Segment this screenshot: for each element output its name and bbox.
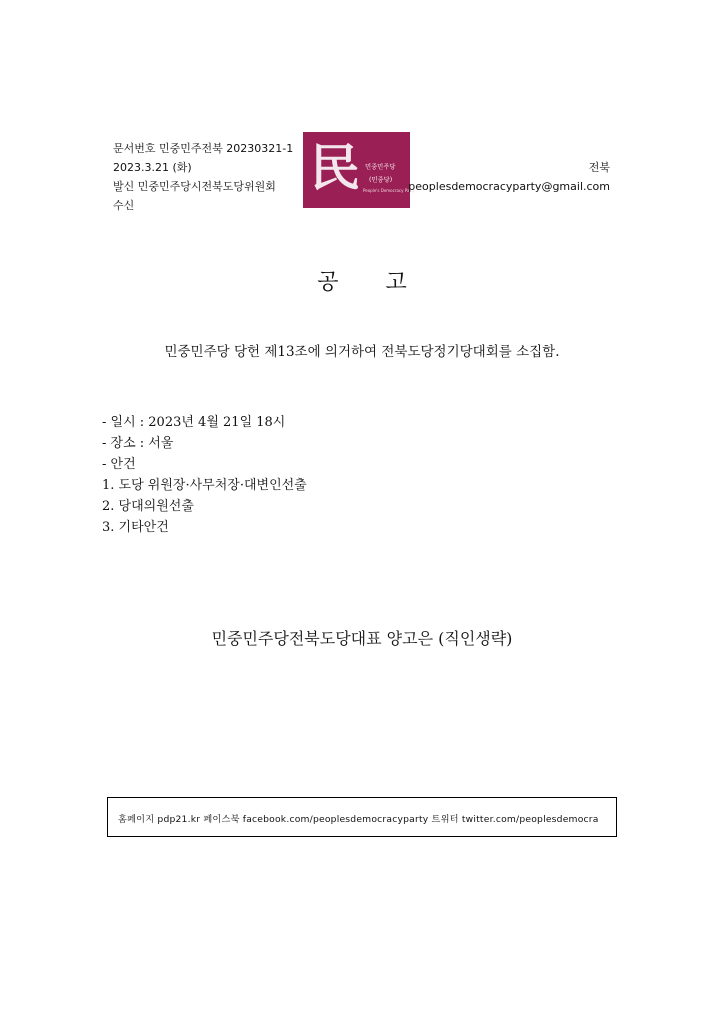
doc-number: 문서번호 민중민주전북 20230321-1 bbox=[113, 142, 294, 155]
logo-abbreviation: (민중당) bbox=[369, 175, 393, 184]
doc-recipient: 수신 bbox=[113, 199, 135, 212]
signature: 민중민주당전북도당대표 양고은 (직인생략) bbox=[211, 629, 513, 648]
party-logo bbox=[303, 132, 416, 208]
doc-date: 2023.3.21 (화) bbox=[113, 161, 192, 174]
detail-line: 2. 당대의원선출 bbox=[102, 499, 194, 514]
logo-english-name: People's Democracy Party bbox=[363, 188, 416, 193]
notice-intro: 민중민주당 당헌 제13조에 의거하여 전북도당정기당대회를 소집함. bbox=[164, 344, 560, 360]
notice-details bbox=[102, 412, 307, 538]
detail-line: 3. 기타안건 bbox=[102, 520, 169, 535]
detail-line: 1. 도당 위원장·사무처장·대변인선출 bbox=[102, 478, 307, 493]
footer-contact: 홈페이지 pdp21.kr 페이스북 facebook.com/peoplesdemocracyparty 트위터 twitter.com/peoplesdemocra bbox=[118, 814, 599, 825]
region-label: 전북 bbox=[588, 161, 610, 174]
header-right bbox=[408, 158, 610, 196]
contact-email: peoplesdemocracyparty@gmail.com bbox=[408, 180, 610, 193]
detail-line: - 장소 : 서울 bbox=[102, 436, 174, 451]
doc-sender: 발신 민중민주당시전북도당위원회 bbox=[113, 180, 276, 193]
detail-line: - 일시 : 2023년 4월 21일 18시 bbox=[102, 415, 286, 430]
notice-title: 공 고 bbox=[317, 270, 427, 295]
header-left bbox=[113, 139, 293, 215]
logo-party-name: 민중민주당 bbox=[365, 162, 396, 171]
detail-line: - 안건 bbox=[102, 457, 136, 472]
footer-box bbox=[107, 797, 617, 837]
logo-character: 民 bbox=[310, 138, 360, 197]
